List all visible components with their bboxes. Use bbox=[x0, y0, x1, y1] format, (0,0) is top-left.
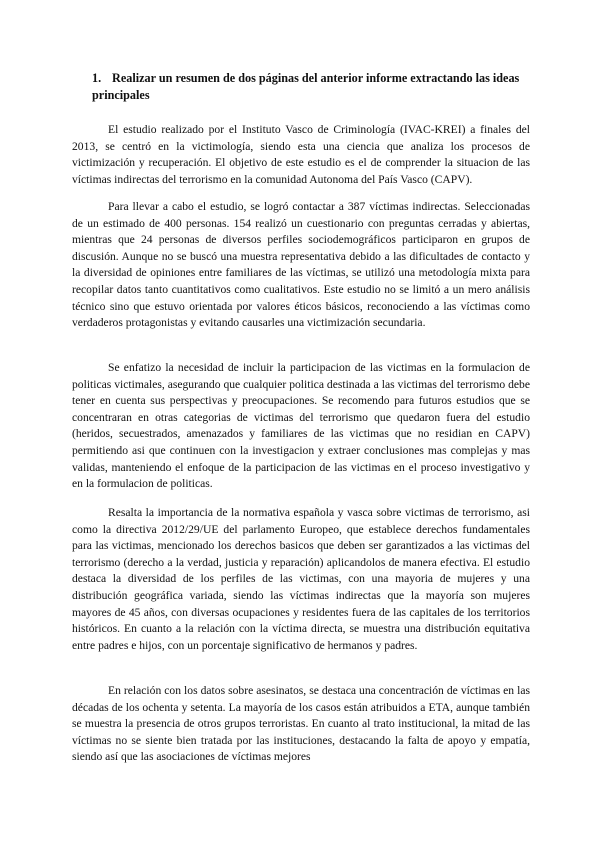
paragraph-study-intro: El estudio realizado por el Instituto Vasco de Criminología (IVAC-KREI) a finales del 2013, se centró en la victimología, siendo esta una ciencia que analiza los procesos de victimización y recuperación. El objetivo de este estudio es el de comprender la situacion de las víctimas indirectas del terrorismo en la comunidad Autonoma del País Vasco (CAPV). bbox=[72, 123, 530, 186]
heading-text: Realizar un resumen de dos páginas del anterior informe extractando las ideas principales bbox=[92, 71, 520, 102]
paragraph-methodology: Para llevar a cabo el estudio, se logró contactar a 387 víctimas indirectas. Seleccionadas de un estimado de 400 personas. 154 realizó un cuestionario con preguntas cerradas y abiertas, mientras que 24 personas de diversos perfiles sociodemográficos participaron en grupos de discusión. Aunque no se buscó una muestra representativa debido a las dificultades de contacto y la diversidad de opiniones entre familiares de las víctimas, se utilizó una metodología mixta para recopilar datos tanto cuantitativos como cualitativos. Este estudio no se limitó a un mero análisis técnico sino que estuvo orientada por valores éticos básicos, reconociendo a las víctimas como verdaderos protagonistas y evitando causarles una victimización secundaria. bbox=[72, 200, 530, 330]
heading-number: 1. bbox=[92, 71, 102, 85]
paragraph-legal-framework: Resalta la importancia de la normativa española y vasca sobre victimas de terrorismo, asi como la directiva 2012/29/UE del parlamento Europeo, que establece derechos fundamentales para las victimas, mencionado los derechos basicos que deben ser garantizados a las victimas del terrorismo (derecho a la verdad, justicia y reparación) aplicandolos de manera efectiva. El estudio destaca la diversidad de los perfiles de las victimas, con una mayoria de mujeres y una distribución geográfica variada, siendo las víctimas indirectas que la mayoría son mujeres mayores de 45 años, con diversas ocupaciones y residentes fuera de las capitales de los territorios históricos. En cuanto a la relación con la víctima directa, se muestra una distribución equitativa entre padres e hijos, con un porcentaje significativo de hermanos y padres. bbox=[72, 506, 530, 652]
paragraph-victim-participation: Se enfatizo la necesidad de incluir la participacion de las victimas en la formulacion de politicas victimales, asegurando que cualquier politica destinada a las victimas del terrorismo debe tener en cuenta sus perspectivas y preocupaciones. Se recomendo para futuros estudios que se concentraran en otras categorias de victimas del terrorismo que quedaron fuera del estudio (heridos, secuestrados, amenazados y familiares de las victimas que no residian en CAPV) permitiendo asi que continuen con la investigacion y extraer conclusiones mas complejas y mas validas, manteniendo el enfoque de la participacion de las victimas en el proceso investigativo y en la formulacion de politicas. bbox=[72, 361, 530, 491]
paragraph-murder-data: En relación con los datos sobre asesinatos, se destaca una concentración de víctimas en las décadas de los ochenta y setenta. La mayoría de los casos están atribuidos a ETA, aunque también se muestra la presencia de otros grupos terroristas. En cuanto al trato institucional, la mitad de las víctimas no se siente bien tratada por las instituciones, destacando la falta de apoyo y empatía, siendo así que las asociaciones de víctimas mejores bbox=[72, 684, 530, 764]
section-heading bbox=[92, 70, 532, 104]
